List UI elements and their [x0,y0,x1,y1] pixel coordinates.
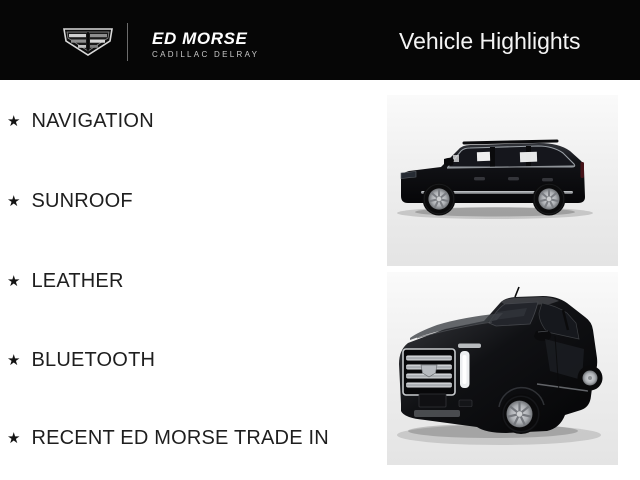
dealer-brand [152,30,259,59]
star-bullet-icon: ★ [7,272,21,290]
header-bar [0,0,640,80]
suv-front-illustration [387,272,618,465]
star-bullet-icon: ★ [7,429,21,447]
star-bullet-icon: ★ [7,192,21,210]
dealer-subtitle: CADILLAC DELRAY [152,50,260,59]
page-title: Vehicle Highlights [399,28,581,54]
feature-item-sunroof [7,188,133,214]
feature-label: RECENT ED MORSE TRADE IN [31,426,329,449]
feature-label: BLUETOOTH [31,348,156,371]
feature-item-leather [7,268,124,294]
feature-item-bluetooth [7,347,155,373]
feature-label: LEATHER [31,269,124,292]
suv-side-illustration [387,95,618,266]
feature-item-navigation [7,108,154,134]
dealer-name: ED MORSE [152,29,248,48]
feature-label: NAVIGATION [31,109,154,132]
star-bullet-icon: ★ [7,351,21,369]
feature-label: SUNROOF [31,189,133,212]
star-bullet-icon: ★ [7,112,21,130]
feature-item-trade-in [7,425,329,451]
header-divider [127,23,128,61]
cadillac-crest-icon [62,26,114,57]
vehicle-photo-front [387,272,618,465]
vehicle-photo-side [387,95,618,266]
